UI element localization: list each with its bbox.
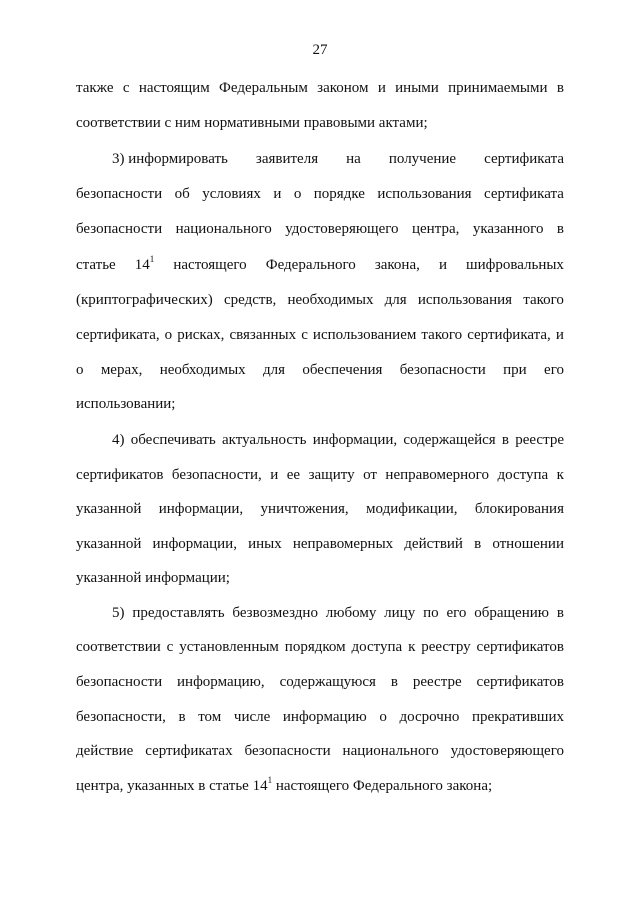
word: заявителя	[255, 151, 319, 167]
word: о	[164, 327, 173, 343]
word: действие	[76, 743, 134, 759]
word: неправомерных	[292, 536, 394, 552]
word: информации,	[158, 501, 244, 517]
word: соответствии с ним нормативными правовыми актами;	[76, 115, 428, 131]
word: рисках,	[177, 327, 225, 343]
text-line	[76, 326, 564, 344]
word: шифровальных	[466, 257, 564, 273]
word: в	[178, 709, 186, 725]
word: в	[556, 605, 564, 621]
word: национального	[342, 743, 439, 759]
word: предоставлять	[132, 605, 225, 621]
word: иными	[395, 80, 439, 96]
word: в	[556, 80, 564, 96]
word: с	[301, 327, 308, 343]
word: использованием	[312, 327, 417, 343]
word: также	[76, 80, 114, 96]
text-fragment: центра, указанных в статье	[76, 778, 253, 794]
text-line	[76, 777, 564, 795]
word: указанной	[76, 501, 142, 517]
word: и	[438, 257, 447, 273]
word: сертификатов	[476, 639, 564, 655]
word: безопасности,	[171, 467, 262, 483]
word: сертификатов	[76, 467, 164, 483]
text-fragment: настоящего Федерального закона;	[272, 778, 493, 794]
word: сертификата	[484, 151, 564, 167]
article-ref	[135, 256, 155, 274]
word: в	[474, 536, 482, 552]
word: обеспечивать	[130, 432, 216, 448]
word: порядком	[284, 639, 346, 655]
word: в	[390, 674, 398, 690]
word: прекративших	[472, 709, 564, 725]
word: безопасности,	[76, 709, 166, 725]
word: сертификата	[484, 186, 564, 202]
text-line	[76, 361, 564, 379]
word: реестре	[515, 432, 564, 448]
word: информации,	[312, 432, 398, 448]
page-number: 27	[312, 42, 328, 58]
word: обращению	[474, 605, 549, 621]
word: получение	[388, 151, 457, 167]
word: доступа	[497, 467, 549, 483]
article-superscript: 1	[267, 775, 273, 785]
word: Федеральным	[219, 80, 308, 96]
word: реестру	[421, 639, 471, 655]
word: информацию,	[177, 674, 265, 690]
word: о	[293, 186, 302, 202]
word: указанной	[76, 536, 142, 552]
word: сертификата,	[467, 327, 551, 343]
text-line	[76, 395, 564, 413]
word: принимаемыми	[448, 80, 548, 96]
article-number: 14	[252, 778, 268, 794]
word: действий	[404, 536, 463, 552]
word: и	[555, 327, 564, 343]
word: центра,	[412, 221, 460, 237]
word: 5)	[112, 605, 125, 621]
text-line	[76, 569, 564, 587]
word: его	[446, 605, 467, 621]
word: для	[262, 362, 286, 378]
word: актуальность	[222, 432, 307, 448]
word: на	[346, 151, 361, 167]
word: необходимых	[159, 362, 246, 378]
word: его	[544, 362, 564, 378]
word: использования	[377, 186, 472, 202]
article-number: 14	[134, 257, 150, 273]
word: безопасности	[76, 186, 163, 202]
word: связанных	[229, 327, 297, 343]
text-line	[76, 256, 564, 274]
word: реестре	[412, 674, 462, 690]
word: лицу	[384, 605, 416, 621]
word: (криптографических)	[76, 292, 213, 308]
text-line	[76, 291, 564, 309]
word: числе	[233, 709, 271, 725]
text-line	[112, 150, 564, 168]
word: отношении	[492, 536, 564, 552]
text-line	[76, 466, 564, 484]
word: неправомерного	[385, 467, 489, 483]
word: том	[198, 709, 222, 725]
word: ее	[286, 467, 301, 483]
word: любому	[325, 605, 377, 621]
word: с	[166, 639, 174, 655]
word: безопасности	[399, 362, 486, 378]
text-line	[76, 185, 564, 203]
word: безопасности	[76, 674, 163, 690]
word: от	[363, 467, 377, 483]
word: досрочно	[399, 709, 460, 725]
word: соответствии	[76, 639, 161, 655]
word: о	[379, 709, 387, 725]
word: порядке	[313, 186, 365, 202]
word: доступа	[351, 639, 403, 655]
word: и	[273, 186, 282, 202]
word: о	[76, 362, 84, 378]
word: статье	[76, 257, 116, 273]
word: мерах,	[100, 362, 143, 378]
text-line	[76, 220, 564, 238]
word: Федерального	[265, 257, 356, 273]
word: условиях	[202, 186, 261, 202]
word: закона,	[374, 257, 420, 273]
word: сертификата,	[76, 327, 160, 343]
word: с	[122, 80, 130, 96]
word: средств,	[223, 292, 277, 308]
word: необходимых	[287, 292, 374, 308]
word: к	[556, 467, 564, 483]
word: сертификатов	[476, 674, 564, 690]
word: информацию	[282, 709, 367, 725]
text-line	[76, 79, 564, 97]
word: национального	[175, 221, 272, 237]
text-line	[76, 500, 564, 518]
word: сертификатах	[145, 743, 233, 759]
word: настоящим	[138, 80, 210, 96]
word: безопасности	[76, 221, 163, 237]
text-line	[76, 742, 564, 760]
word: в	[556, 221, 564, 237]
word: такого	[421, 327, 463, 343]
word: указанного	[472, 221, 544, 237]
word: при	[503, 362, 527, 378]
text-line	[112, 431, 564, 449]
word: настоящего	[173, 257, 247, 273]
text-line	[76, 114, 564, 132]
word: в	[501, 432, 510, 448]
word: удостоверяющего	[450, 743, 564, 759]
word: безвозмездно	[232, 605, 318, 621]
word: содержащуюся	[279, 674, 376, 690]
word: информации,	[152, 536, 237, 552]
word: указанной информации;	[76, 570, 230, 586]
word: по	[423, 605, 439, 621]
word: использовании;	[76, 396, 176, 412]
word: к	[408, 639, 416, 655]
text-line	[76, 638, 564, 656]
word: использования	[417, 292, 513, 308]
word: иных	[248, 536, 282, 552]
word: удостоверяющего	[285, 221, 399, 237]
word: такого	[523, 292, 564, 308]
text-line	[76, 708, 564, 726]
text-line	[112, 604, 564, 622]
word: 4)	[112, 432, 125, 448]
word: об	[174, 186, 190, 202]
article-superscript: 1	[149, 254, 155, 264]
word: и	[270, 467, 279, 483]
word: законом	[317, 80, 369, 96]
text-line	[76, 535, 564, 553]
word: и	[377, 80, 386, 96]
word: уничтожения,	[260, 501, 349, 517]
word: обеспечения	[302, 362, 383, 378]
word: 3) информировать	[112, 151, 228, 167]
word: для	[384, 292, 407, 308]
word: защиту	[308, 467, 355, 483]
word: блокирования	[474, 501, 564, 517]
word: установленным	[179, 639, 279, 655]
word: безопасности	[244, 743, 331, 759]
text-line	[76, 673, 564, 691]
word: модификации,	[366, 501, 458, 517]
word: содержащейся	[403, 432, 496, 448]
